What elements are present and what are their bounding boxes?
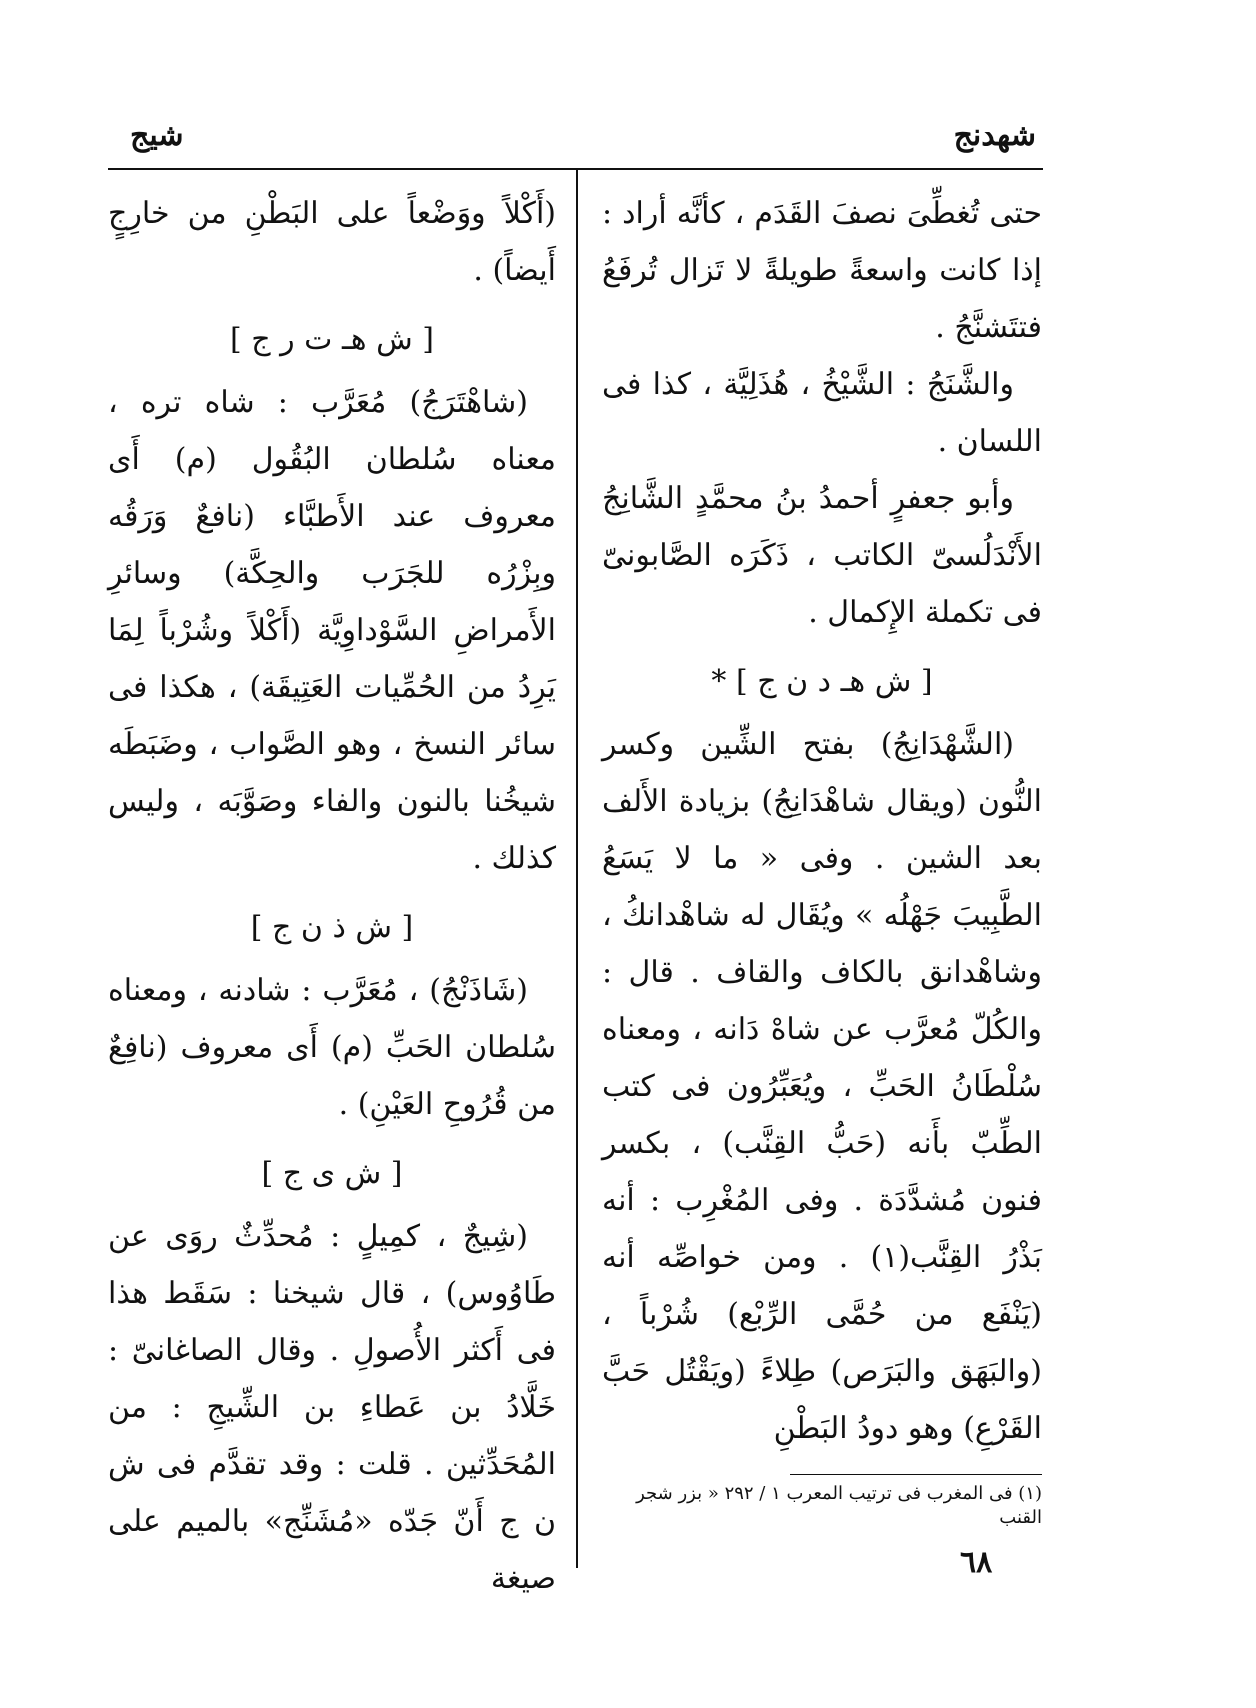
left-column: [108, 185, 556, 1607]
entry-heading-shadhanj: [ ش ذ ن ج ]: [250, 910, 414, 945]
paragraph-shanaj: والشَّنَجُ : الشَّيْخُ ، هُذَلِيَّة ، كذا فى اللسان .: [602, 367, 1042, 459]
entry-heading-shahdanij: [ ش هـ د ن ج ] *: [711, 664, 933, 699]
footnote-rule: [790, 1474, 1042, 1475]
entry-shadhanj: (شَاذَنْجُ) ، مُعَرَّب : شادنه ، ومعناه سُلطان الحَبِّ (م) أَى معروف (نافِعٌ من قُرُوحِ العَيْنِ) .: [108, 973, 556, 1122]
running-header-left: شيج: [130, 118, 184, 153]
paragraph-continuation: حتى تُغطِّىَ نصفَ القَدَم ، كأنَّه أراد : إذا كانت واسعةً طويلةً لا تَزال تُرفَعُ فتتَشنَّجُ .: [602, 196, 1042, 345]
footnote: (١) فى المغرب فى ترتيب المعرب ١ / ٢٩٢ « بزر شجر القنب: [636, 1483, 1042, 1528]
entry-shahtaraj: (شاهْتَرَجُ) مُعَرَّب : شاه تره ، معناه سُلطان البُقُول (م) أَى معروف عند الأَطبَّاء (نافعٌ وَرَقُه وبِزْرُه للجَرَب والحِكَّة) وسائرِ الأَمراضِ السَّوْداوِيَّة (أَكْلاً وشُرْباً لِمَا يَرِدُ من الحُمِّيات العَتِيقَة) ، هكذا فى سائر النسخ ، وهو الصَّواب ، وضَبَطَه شيخُنا بالنون والفاء وصَوَّبَه ، وليس كذلك .: [108, 385, 556, 876]
entry-heading-shij: [ ش ى ج ]: [261, 1156, 403, 1191]
entry-shij: (شِيجٌ ، كمِيلٍ : مُحدِّثٌ روَى عن طَاوُوس) ، قال شيخنا : سَقَط هذا فى أَكثر الأُصولِ . وقال الصاغانىّ : خَلَّادُ بن عَطاءِ بن الشِّيجِ : من المُحَدِّثين . قلت : وقد تقدَّم فى ش ن ج أَنّ جَدّه «مُشَنِّج» بالميم على صيغة: [108, 1219, 556, 1596]
page-number: ٦٨: [960, 1545, 993, 1580]
entry-heading-shahtaraj: [ ش هـ ت ر ج ]: [230, 322, 434, 357]
running-header-right: شهدنج: [953, 118, 1036, 153]
paragraph-abu-jafar: وأبو جعفرٍ أحمدُ بنُ محمَّدٍ الشَّانِجُ الأَنْدَلُسىّ الكاتب ، ذَكَرَه الصَّابونىّ فى تكملة الإِكمال .: [602, 481, 1042, 630]
entry-shahdanij: (الشَّهْدَانِجُ) بفتح الشِّين وكسر النُّون (ويقال شاهْدَانِجُ) بزيادة الأَلف بعد الشين . وفى « ما لا يَسَعُ الطَّبِيبَ جَهْلُه » ويُقَال له شاهْدانكُ ، وشاهْدانق بالكاف والقاف . قال : والكُلّ مُعرَّب عن شاهْ دَانه ، ومعناه سُلْطَانُ الحَبِّ ، ويُعَبِّرُون فى كتب الطِّبّ بأَنه (حَبُّ القِنَّب) ، بكسر فنون مُشدَّدَة . وفى المُغْرِب : أنه بَذْرُ القِنَّب(١) . ومن خواصِّه أنه (يَنْفَع من حُمَّى الرِّبْع) شُرْباً ، (والبَهَق والبَرَص) طِلاءً (ويَقْتُل حَبَّ القَرْعِ) وهو دودُ البَطْنِ: [602, 727, 1042, 1446]
column-divider: [576, 168, 578, 1568]
right-column: [602, 185, 1042, 1457]
paragraph-opening: (أَكْلاً ووَضْعاً على البَطْنِ من خارِجٍ أَيضاً) .: [108, 196, 556, 288]
